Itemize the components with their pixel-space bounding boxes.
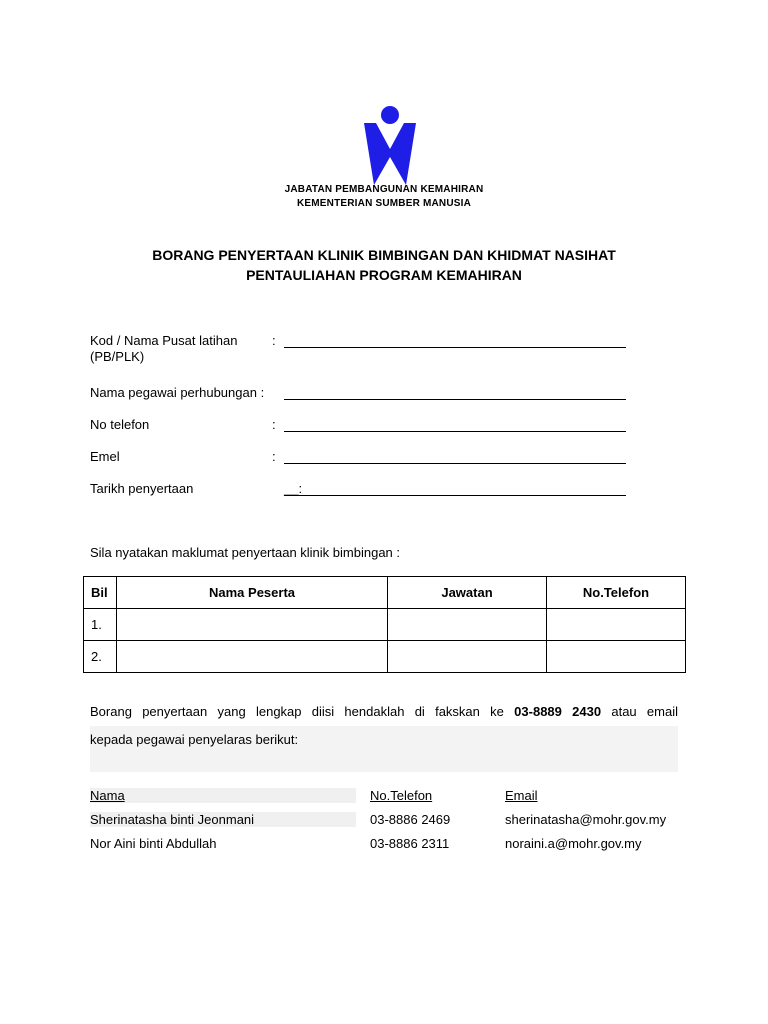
logo-head bbox=[381, 106, 399, 124]
form-title-line-2: PENTAULIAHAN PROGRAM KEMAHIRAN bbox=[246, 267, 522, 283]
org-line-1: JABATAN PEMBANGUNAN KEMAHIRAN bbox=[284, 184, 484, 195]
tarikh-colon: __: bbox=[284, 481, 303, 496]
row-nama-cell[interactable] bbox=[117, 641, 388, 673]
row-jawatan-cell[interactable] bbox=[388, 609, 547, 641]
field-sublabel-pb-plk: (PB/PLK) bbox=[90, 349, 145, 364]
col-header-bil: Bil bbox=[84, 577, 117, 609]
field-label-kod-nama: Kod / Nama Pusat latihan bbox=[90, 333, 238, 348]
row-jawatan-cell[interactable] bbox=[388, 641, 547, 673]
participants-intro: Sila nyatakan maklumat penyertaan klinik bimbingan : bbox=[90, 545, 401, 560]
row-bil: 1. bbox=[84, 609, 117, 641]
col-header-jawatan: Jawatan bbox=[388, 577, 547, 609]
fax-number: 03-8889 2430 bbox=[514, 704, 602, 719]
contact-name: Nor Aini binti Abdullah bbox=[90, 836, 217, 851]
contact-header-phone: No.Telefon bbox=[370, 788, 433, 803]
row-telefon-cell[interactable] bbox=[547, 641, 686, 673]
field-label-nama-pegawai bbox=[90, 385, 264, 400]
jpk-logo bbox=[362, 103, 418, 185]
table-header-row bbox=[84, 577, 686, 609]
form-title-line-1: BORANG PENYERTAAN KLINIK BIMBINGAN DAN KHIDMAT NASIHAT bbox=[152, 247, 616, 263]
instruction-line-2: kepada pegawai penyelaras berikut: bbox=[90, 732, 299, 747]
field-colon: : bbox=[272, 449, 276, 464]
contact-header-email: Email bbox=[505, 788, 538, 803]
contact-phone: 03-8886 2311 bbox=[370, 836, 450, 851]
col-header-nama: Nama Peserta bbox=[117, 577, 388, 609]
contact-name: Sherinatasha binti Jeonmani bbox=[90, 812, 356, 827]
logo-body bbox=[364, 123, 416, 185]
contact-phone: 03-8886 2469 bbox=[370, 812, 451, 827]
instruction-text-b: atau email bbox=[611, 704, 678, 719]
org-line-2: KEMENTERIAN SUMBER MANUSIA bbox=[296, 198, 472, 209]
field-label-emel: Emel bbox=[90, 449, 120, 464]
row-bil: 2. bbox=[84, 641, 117, 673]
nama-pegawai-input-line[interactable] bbox=[284, 399, 626, 400]
table-row bbox=[84, 641, 686, 673]
field-label-text: Nama pegawai perhubungan bbox=[90, 385, 257, 400]
field-colon: : bbox=[272, 333, 276, 348]
instruction-text-a: Borang penyertaan yang lengkap diisi hendaklah di fakskan ke bbox=[90, 704, 504, 719]
kod-nama-input-line[interactable] bbox=[284, 347, 626, 348]
field-label-no-telefon: No telefon bbox=[90, 417, 150, 432]
contact-header-name: Nama bbox=[90, 788, 356, 803]
field-colon: : bbox=[260, 385, 265, 400]
field-label-tarikh: Tarikh penyertaan bbox=[90, 481, 194, 496]
instruction-line-1 bbox=[90, 704, 678, 719]
contact-email[interactable]: sherinatasha@mohr.gov.my bbox=[505, 812, 667, 827]
field-colon: : bbox=[272, 417, 276, 432]
participants-table bbox=[83, 576, 686, 673]
table-row bbox=[84, 609, 686, 641]
contact-email[interactable]: noraini.a@mohr.gov.my bbox=[505, 836, 642, 851]
row-nama-cell[interactable] bbox=[117, 609, 388, 641]
tarikh-input-line[interactable] bbox=[284, 495, 626, 496]
no-telefon-input-line[interactable] bbox=[284, 431, 626, 432]
row-telefon-cell[interactable] bbox=[547, 609, 686, 641]
col-header-telefon: No.Telefon bbox=[547, 577, 686, 609]
emel-input-line[interactable] bbox=[284, 463, 626, 464]
